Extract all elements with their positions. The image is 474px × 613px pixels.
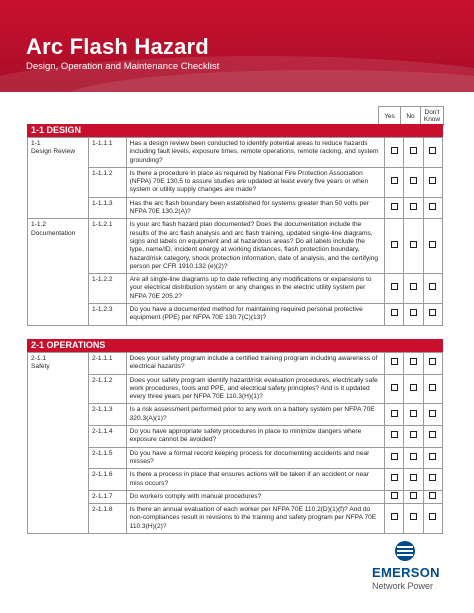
answer-cell-dont-know [423,374,442,404]
answer-column-headers [378,106,444,126]
logo-name: EMERSON [372,565,440,580]
logo-subtitle: Network Power [372,581,434,591]
answer-cell-dont-know [423,504,442,534]
question-text: Does your safety program identify hazard/risk evaluation procedures, electrically safe work procedures, tools and PPE, and electrical safety principles? And is it updated every three years per NFPA 70E 110.3(H)(1)? [126,374,384,404]
question-text: Is there a procedure in place as required by National Fire Protection Association (NFPA) 70E 130.5 to assure studies are updated at least every five years or when system or utility supply changes are made? [126,167,384,197]
category-cell: 2-1.1 Safety [28,353,89,534]
item-number: 1-1.2.1 [89,219,127,274]
item-number: 2-1.1.5 [89,447,127,469]
header-banner [0,0,474,92]
answer-cell-no [404,374,423,404]
answer-cell-dont-know [423,274,442,304]
checkbox-no[interactable] [410,513,417,520]
checkbox-yes[interactable] [391,241,398,248]
question-text: Has the arc flash boundary been established for systems greater than 50 volts per NFPA 70E 130.2(A)? [126,197,384,219]
item-number: 1-1.2.3 [89,304,127,326]
answer-cell-dont-know [423,167,442,197]
answer-cell-yes [384,167,403,197]
answer-cell-no [404,304,423,326]
answer-cell-yes [384,447,403,469]
answer-cell-no [404,490,423,503]
checkbox-dont-know[interactable] [429,283,436,290]
checkbox-dont-know[interactable] [429,431,436,438]
checkbox-no[interactable] [410,474,417,481]
answer-cell-yes [384,353,403,375]
question-text: Is your arc flash hazard plan documented? Does the documentation include the results of the arc flash analysis and arc flash training, updated single-line diagrams, signs and labels on equipment and at hazardous areas? Do all labels include the type, name/ID, incident energy at working distances, flash protection boundary, hazard/risk category, shock protection information, date of analysis, and the certifying person per CFR 1910.132 (e)(2)? [126,219,384,274]
answer-cell-no [404,197,423,219]
checkbox-no[interactable] [410,147,417,154]
checkbox-dont-know[interactable] [429,177,436,184]
question-text: Are all single-line diagrams up to date reflecting any modifications or expansions to your electrical distribution system or any changes in the electric utility system per NFPA 70E 205.2? [126,274,384,304]
answer-cell-no [404,504,423,534]
answer-cell-yes [384,426,403,448]
category-cell: 1-1 Design Review [28,138,89,219]
checkbox-yes[interactable] [391,431,398,438]
section-title: 2-1 OPERATIONS [27,339,443,352]
answer-cell-dont-know [423,469,442,491]
answer-cell-yes [384,374,403,404]
checkbox-dont-know[interactable] [429,241,436,248]
answer-cell-dont-know [423,404,442,426]
question-text: Is a risk assessment performed prior to any work on a battery system per NFPA 70E 320.3(A)(1)? [126,404,384,426]
answer-cell-no [404,404,423,426]
checkbox-dont-know[interactable] [429,358,436,365]
table-row [28,353,443,375]
answer-cell-no [404,447,423,469]
question-text: Do you have a formal record keeping process for documenting accidents and near misses? [126,447,384,469]
item-number: 2-1.1.2 [89,374,127,404]
item-number: 1-1.1.1 [89,138,127,168]
emerson-mark-icon [394,540,416,562]
section-operations [27,339,443,534]
item-number: 2-1.1.7 [89,490,127,503]
question-text: Do you have appropriate safety procedures in place to minimize dangers where exposure cannot be avoided? [126,426,384,448]
answer-cell-no [404,353,423,375]
table-row [28,197,443,219]
item-number: 1-1.2.2 [89,274,127,304]
table-row [28,490,443,503]
table-row [28,274,443,304]
question-text: Do you have a documented method for maintaining required personal protective equipment (PPE) per NFPA 70E 130.7(C)(13)? [126,304,384,326]
item-number: 2-1.1.1 [89,353,127,375]
checkbox-yes[interactable] [391,513,398,520]
checkbox-no[interactable] [410,283,417,290]
checkbox-yes[interactable] [391,177,398,184]
section-design [27,124,443,326]
checkbox-yes[interactable] [391,474,398,481]
answer-cell-yes [384,219,403,274]
table-row [28,447,443,469]
answer-cell-yes [384,304,403,326]
table-row [28,219,443,274]
table-row [28,426,443,448]
checkbox-no[interactable] [410,410,417,417]
checkbox-dont-know[interactable] [429,309,436,316]
col-no: No [401,107,421,126]
checkbox-yes[interactable] [391,492,398,499]
table-row [28,138,443,168]
checkbox-dont-know[interactable] [429,384,436,391]
item-number: 2-1.1.8 [89,504,127,534]
answer-cell-no [404,138,423,168]
category-cell: 1-1.2 Documentation [28,219,89,325]
checkbox-yes[interactable] [391,358,398,365]
answer-cell-dont-know [423,447,442,469]
checkbox-no[interactable] [410,241,417,248]
answer-cell-no [404,167,423,197]
checkbox-no[interactable] [410,384,417,391]
answer-cell-yes [384,504,403,534]
col-yes: Yes [379,107,401,126]
answer-cell-yes [384,274,403,304]
answer-cell-no [404,219,423,274]
checkbox-yes[interactable] [391,384,398,391]
section-title: 1-1 DESIGN [27,124,443,137]
checkbox-dont-know[interactable] [429,453,436,460]
checkbox-dont-know[interactable] [429,147,436,154]
answer-cell-dont-know [423,138,442,168]
answer-cell-dont-know [423,353,442,375]
answer-cell-dont-know [423,426,442,448]
checklist-table [27,352,443,534]
checkbox-no[interactable] [410,358,417,365]
answer-cell-yes [384,138,403,168]
table-row [28,469,443,491]
item-number: 2-1.1.4 [89,426,127,448]
col-dont-know: Don't Know [421,107,444,126]
checkbox-no[interactable] [410,177,417,184]
checkbox-no[interactable] [410,431,417,438]
page-subtitle: Design, Operation and Maintenance Checklist [26,61,220,72]
question-text: Does your safety program include a certified training program including awareness of electrical hazards? [126,353,384,375]
question-text: Is there a process in place that ensures actions will be taken if an accident or near miss occurs? [126,469,384,491]
answer-cell-no [404,426,423,448]
answer-cell-dont-know [423,304,442,326]
table-row [28,504,443,534]
item-number: 2-1.1.6 [89,469,127,491]
item-number: 2-1.1.3 [89,404,127,426]
answer-cell-dont-know [423,490,442,503]
checkbox-dont-know[interactable] [429,203,436,210]
table-row [28,167,443,197]
answer-cell-dont-know [423,197,442,219]
answer-cell-no [404,469,423,491]
answer-cell-yes [384,404,403,426]
checkbox-yes[interactable] [391,453,398,460]
page-title: Arc Flash Hazard [26,34,209,59]
checkbox-yes[interactable] [391,283,398,290]
checkbox-dont-know[interactable] [429,513,436,520]
checkbox-yes[interactable] [391,309,398,316]
checkbox-yes[interactable] [391,410,398,417]
checkbox-dont-know[interactable] [429,474,436,481]
question-text: Is there an annual evaluation of each worker per NFPA 70E 110.2(D)(1)(f)? And do non-compliances result in revisions to the training and safety program per NFPA 70E 110.3(H)(2)? [126,504,384,534]
checkbox-yes[interactable] [391,147,398,154]
checkbox-no[interactable] [410,492,417,499]
question-text: Has a design review been conducted to identify potential areas to reduce hazards including fault levels, exposure times, remote operations, remote racking, and system grounding? [126,138,384,168]
item-number: 1-1.1.3 [89,197,127,219]
answer-cell-yes [384,469,403,491]
checklist-table [27,137,443,326]
answer-cell-no [404,274,423,304]
checkbox-no[interactable] [410,203,417,210]
item-number: 1-1.1.2 [89,167,127,197]
answer-cell-yes [384,490,403,503]
checkbox-dont-know[interactable] [429,492,436,499]
checkbox-yes[interactable] [391,203,398,210]
answer-cell-dont-know [423,219,442,274]
table-row [28,404,443,426]
table-row [28,304,443,326]
checkbox-no[interactable] [410,309,417,316]
table-row [28,374,443,404]
checkbox-no[interactable] [410,453,417,460]
question-text: Do workers comply with manual procedures? [126,490,384,503]
checkbox-dont-know[interactable] [429,410,436,417]
answer-cell-yes [384,197,403,219]
